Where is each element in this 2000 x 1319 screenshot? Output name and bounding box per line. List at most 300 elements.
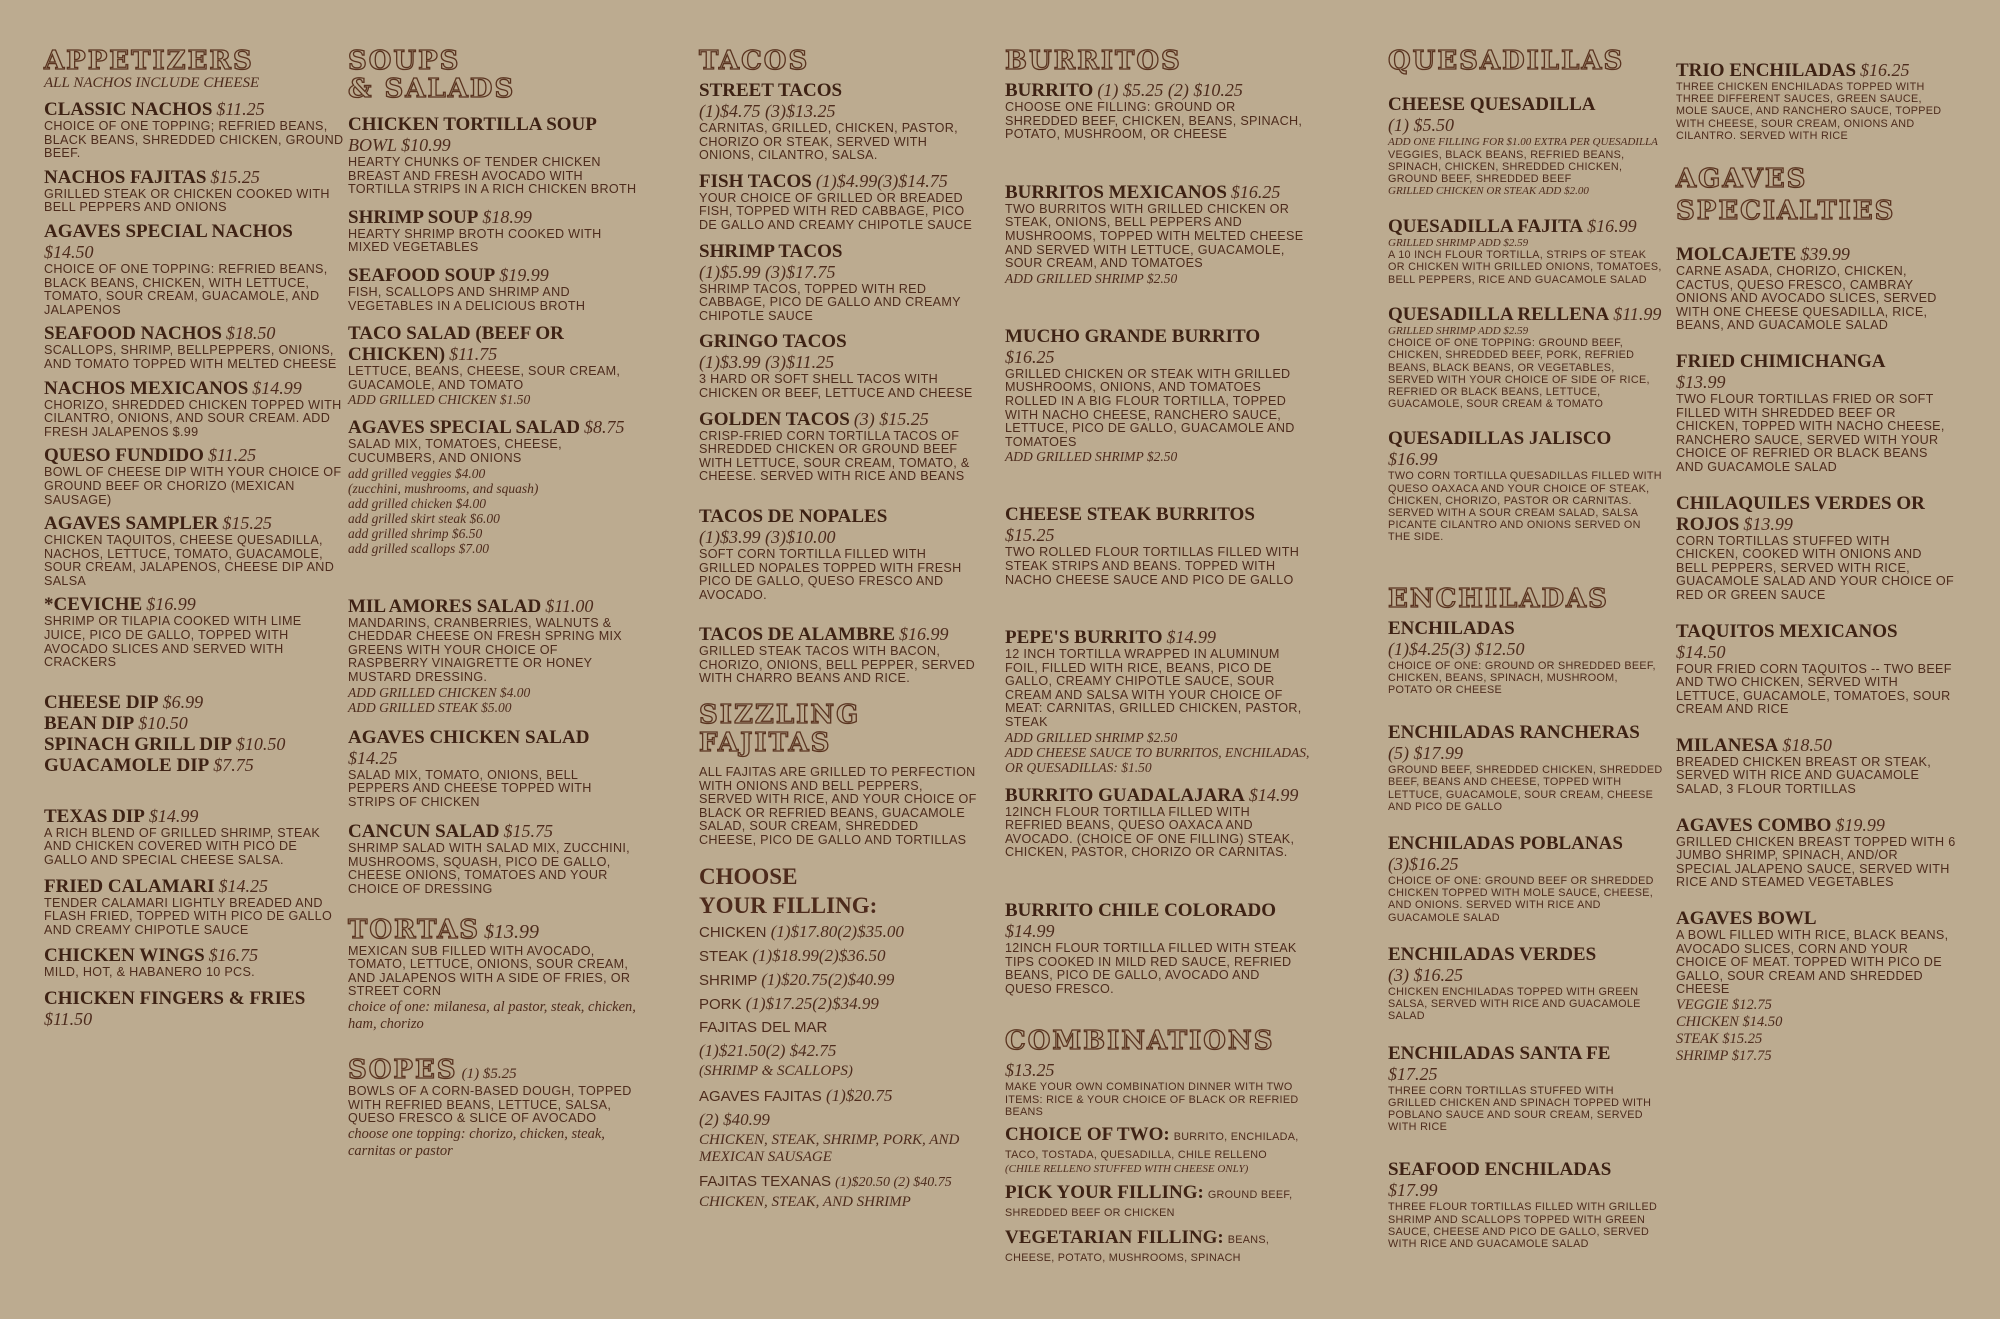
item-header bbox=[1388, 833, 1663, 854]
item-desc: CHICKEN TAQUITOS, CHEESE QUESADILLA, NACHOS, LETTUCE, TOMATO, GUACAMOLE, SOUR CREAM, JALAPENOS, CHEESE DIP AND SALSA bbox=[44, 533, 335, 588]
menu-item-agaves-special-nachos bbox=[44, 221, 344, 317]
item-price: $11.00 bbox=[545, 595, 594, 616]
item-desc: THREE FLOUR TORTILLAS FILLED WITH GRILLED SHRIMP AND SCALLOPS TOPPED WITH GREEN SAUCE, CHEESE AND PICO DE GALLO, SERVED WITH RICE AND GUACAMOLE SALAD bbox=[1388, 1201, 1658, 1250]
item-desc: TWO CORN TORTILLA QUESADILLAS FILLED WITH QUESO OAXACA AND YOUR CHOICE OF STEAK, CHICKEN, CHORIZO, PASTOR OR CARNITAS. SERVED WITH A SOUR CREAM SALAD, SALSA PICANTE CILANTRO AND ONIONS SERVED ON THE SIDE. bbox=[1388, 470, 1662, 544]
item-price-line: BOWL $10.99 bbox=[348, 135, 451, 155]
item-desc: SOFT CORN TORTILLA FILLED WITH GRILLED NOPALES TOPPED WITH FRESH PICO DE GALLO, QUESO FRESCO AND AVOCADO. bbox=[699, 546, 962, 602]
specialties-list bbox=[1676, 244, 1956, 997]
combinations-desc: MAKE YOUR OWN COMBINATION DINNER WITH TWO ITEMS: RICE & YOUR CHOICE OF BLACK OR REFRIED BEANS bbox=[1005, 1081, 1299, 1118]
agaves-fajitas-price2-row bbox=[699, 1108, 979, 1132]
item-name: TACOS DE NOPALES bbox=[699, 505, 888, 527]
salad-addon: (zucchini, mushrooms, and squash) bbox=[348, 480, 539, 496]
item-price: $15.25 bbox=[222, 513, 272, 534]
enchiladas-list bbox=[1388, 618, 1663, 1250]
item-desc: TWO FLOUR TORTILLAS FRIED OR SOFT FILLED WITH SHREDDED BEEF OR CHICKEN, TOPPED WITH NACHO CHEESE, RANCHERO SAUCE, SERVED WITH YOUR CHOICE OF REFRIED OR BLACK BEANS AND GUACAMOLE SALAD bbox=[1676, 391, 1945, 474]
agaves-fajitas-note: CHICKEN, STEAK, SHRIMP, PORK, AND MEXICAN SAUSAGE bbox=[699, 1131, 960, 1165]
pick-filling-label: PICK YOUR FILLING: bbox=[1005, 1181, 1204, 1203]
quesadillas-column bbox=[1388, 46, 1663, 1250]
agaves-fajitas-name: AGAVES FAJITAS bbox=[699, 1087, 822, 1105]
item-name: SHRIMP TACOS bbox=[699, 240, 843, 262]
item-header bbox=[44, 988, 344, 1030]
bowl-price: CHICKEN $14.50 bbox=[1676, 1014, 1783, 1031]
item-name: CLASSIC NACHOS bbox=[44, 99, 213, 120]
fajitas-section bbox=[699, 700, 979, 1211]
item-header bbox=[44, 167, 344, 188]
item-header bbox=[44, 876, 344, 897]
menu-item-agaves-combo bbox=[1676, 815, 1956, 890]
menu-item-agaves-special-salad bbox=[348, 417, 638, 465]
item-header bbox=[1005, 504, 1310, 525]
item-header bbox=[348, 727, 638, 769]
item-desc: TWO ROLLED FLOUR TORTILLAS FILLED WITH STEAK STRIPS AND BEANS. TOPPED WITH NACHO CHEESE SAUCE AND PICO DE GALLO bbox=[1005, 545, 1300, 587]
specialties-column bbox=[1676, 46, 1956, 1065]
item-price: $39.99 bbox=[1800, 244, 1850, 265]
fajita-filling-shrimp bbox=[699, 968, 979, 992]
menu-item-chicken-wings bbox=[44, 945, 344, 980]
fajita-filling-steak bbox=[699, 944, 979, 968]
item-price: $19.99 bbox=[1835, 814, 1885, 835]
item-name: GOLDEN TACOS bbox=[699, 408, 850, 430]
salads-heading: & SALADS bbox=[348, 74, 516, 104]
item-price: $16.99 bbox=[1388, 449, 1438, 470]
item-header bbox=[1388, 944, 1663, 965]
item-header bbox=[348, 821, 638, 842]
item-header bbox=[44, 513, 344, 534]
item-name: QUESADILLA FAJITA bbox=[1388, 215, 1584, 237]
pick-filling bbox=[1005, 1182, 1310, 1221]
item-desc: FOUR FRIED CORN TAQUITOS -- TWO BEEF AND TWO CHICKEN, SERVED WITH LETTUCE, GUACAMOLE, TOMATOES, SOUR CREAM AND RICE bbox=[1676, 661, 1952, 717]
dip-bean-dip bbox=[44, 713, 344, 734]
menu-item-fish-tacos bbox=[699, 171, 979, 233]
menu-item-molcajete bbox=[1676, 244, 1956, 333]
item-price: $16.99 bbox=[899, 624, 949, 645]
pick-filling-desc: GROUND BEEF, SHREDDED BEEF OR CHICKEN bbox=[1005, 1188, 1293, 1219]
menu-item-milanesa bbox=[1676, 735, 1956, 797]
item-name: TACO SALAD (BEEF OR CHICKEN) bbox=[348, 323, 564, 366]
item-addon: ADD GRILLED CHICKEN $1.50 bbox=[348, 392, 531, 408]
item-name: CHILAQUILES VERDES OR ROJOS bbox=[1676, 492, 1925, 535]
item-price-line: (3)$16.25 bbox=[1388, 854, 1459, 875]
menu-item-tacos-de-nopales bbox=[699, 506, 979, 602]
item-header bbox=[1676, 621, 1956, 642]
item-name: MIL AMORES SALAD bbox=[348, 595, 542, 617]
menu-item-queso-fundido bbox=[44, 445, 344, 507]
item-desc: CRISP-FRIED CORN TORTILLA TACOS OF SHREDDED CHICKEN OR GROUND BEEF WITH LETTUCE, SOUR CREAM, TOMATO, & CHEESE. SERVED WITH RICE AND BEANS bbox=[699, 428, 970, 484]
item-header bbox=[348, 114, 638, 135]
item-desc: CARNE ASADA, CHORIZO, CHICKEN, CACTUS, QUESO FRESCO, CAMBRAY ONIONS AND AVOCADO SLICES, SERVED WITH ONE CHEESE QUESADILLA, RICE, BEANS, AND GUACAMOLE SALAD bbox=[1676, 264, 1937, 333]
fajitas-texanas-name: FAJITAS TEXANAS bbox=[699, 1172, 831, 1190]
item-addon: GRILLED SHRIMP ADD $2.59 bbox=[1388, 236, 1529, 249]
item-desc: 3 HARD OR SOFT SHELL TACOS WITH CHICKEN OR BEEF, LETTUCE AND CHEESE bbox=[699, 372, 973, 400]
tortas-desc: MEXICAN SUB FILLED WITH AVOCADO, TOMATO, LETTUCE, ONIONS, SOUR CREAM, AND JALAPENOS WITH A SIDE OF FRIES, OR STREET CORN bbox=[348, 943, 631, 999]
quesadillas-heading: QUESADILLAS bbox=[1388, 46, 1625, 76]
fajitas-heading-2: FAJITAS bbox=[699, 728, 832, 759]
item-header bbox=[1005, 80, 1310, 101]
item-desc: CHOICE OF ONE TOPPING; REFRIED BEANS, BLACK BEANS, SHREDDED CHICKEN, GROUND BEEF. bbox=[44, 119, 344, 161]
dip-price: $7.75 bbox=[213, 754, 254, 775]
item-name: NACHOS MEXICANOS bbox=[44, 377, 249, 399]
item-price: $16.75 bbox=[208, 945, 259, 966]
item-price-line: (5) $17.99 bbox=[1388, 743, 1463, 764]
item-price-line: (1)$4.25(3) $12.50 bbox=[1388, 638, 1525, 659]
combinations-section bbox=[1005, 1026, 1310, 1265]
sopes-note: choose one topping: chorizo, chicken, steak, carnitas or pastor bbox=[348, 1125, 605, 1159]
item-price-line: (1) $5.50 bbox=[1388, 115, 1454, 135]
item-name: MOLCAJETE bbox=[1676, 244, 1797, 266]
item-header bbox=[44, 378, 344, 399]
item-desc: HEARTY SHRIMP BROTH COOKED WITH MIXED VEGETABLES bbox=[348, 226, 602, 255]
item-name: FRIED CHIMICHANGA bbox=[1676, 350, 1886, 372]
item-header bbox=[1676, 493, 1956, 535]
item-desc: GRILLED STEAK TACOS WITH BACON, CHORIZO, ONIONS, BELL PEPPER, SERVED WITH CHARRO BEANS AND RICE. bbox=[699, 644, 976, 686]
tacos-heading: TACOS bbox=[699, 46, 810, 76]
sopes-heading: SOPES bbox=[348, 1055, 458, 1086]
item-name: FRIED CALAMARI bbox=[44, 875, 215, 897]
item-price: $11.99 bbox=[1613, 303, 1662, 324]
item-name: BURRITO CHILE COLORADO bbox=[1005, 900, 1276, 922]
filling-name: SHRIMP bbox=[699, 971, 758, 989]
item-price: $19.99 bbox=[499, 264, 549, 285]
item-header bbox=[1676, 244, 1956, 265]
item-desc: SHRIMP TACOS, TOPPED WITH RED CABBAGE, PICO DE GALLO AND CREAMY CHIPOTLE SAUCE bbox=[699, 281, 961, 323]
item-header bbox=[348, 323, 638, 365]
item-header bbox=[1676, 351, 1956, 372]
specialties-heading-2: SPECIALTIES bbox=[1676, 196, 1896, 227]
item-price: $14.99 bbox=[252, 377, 302, 398]
item-price: $17.25 bbox=[1388, 1063, 1438, 1084]
item-header bbox=[699, 409, 979, 430]
trio-enchiladas bbox=[1676, 60, 1956, 142]
dips-list bbox=[44, 692, 344, 776]
item-name: MILANESA bbox=[1676, 734, 1779, 756]
menu-item-classic-nachos bbox=[44, 99, 344, 161]
item-desc: CORN TORTILLAS STUFFED WITH CHICKEN, COOKED WITH ONIONS AND BELL PEPPERS, SERVED WITH RICE, GUACAMOLE SALAD AND YOUR CHOICE OF RED OR GREEN SAUCE bbox=[1676, 533, 1954, 602]
item-price: $14.25 bbox=[348, 747, 398, 768]
item-header bbox=[1388, 216, 1663, 237]
fajita-filling-pork bbox=[699, 992, 979, 1016]
item-desc: A RICH BLEND OF GRILLED SHRIMP, STEAK AND CHICKEN COVERED WITH PICO DE GALLO AND SPECIAL CHEESE SALSA. bbox=[44, 825, 321, 868]
item-header bbox=[1005, 785, 1310, 806]
item-price-line: (1)$5.99 (3)$17.75 bbox=[699, 261, 836, 282]
item-name: STREET TACOS bbox=[699, 80, 843, 101]
menu-item-burrito bbox=[1005, 80, 1310, 142]
item-header bbox=[1676, 908, 1956, 929]
appetizers-list bbox=[44, 99, 344, 670]
fajitas-texanas bbox=[699, 1170, 979, 1194]
bowl-price: VEGGIE $12.75 bbox=[1676, 997, 1772, 1014]
item-price: $15.75 bbox=[503, 821, 553, 842]
item-addon: ADD ONE FILLING FOR $1.00 EXTRA PER QUESADILLA bbox=[1388, 136, 1658, 148]
menu-item-tacos-de-alambre bbox=[699, 624, 979, 686]
dip-spinach-grill-dip bbox=[44, 734, 344, 755]
item-price: (3) $15.25 bbox=[853, 408, 929, 429]
appetizers-column bbox=[44, 46, 344, 1030]
item-header bbox=[348, 417, 638, 438]
specialties-heading-1: AGAVES bbox=[1676, 164, 1808, 195]
item-header bbox=[699, 506, 979, 527]
item-price: $11.25 bbox=[216, 99, 265, 119]
filling-name: CHICKEN bbox=[699, 923, 767, 941]
item-addon: ADD GRILLED SHRIMP $2.50 bbox=[1005, 729, 1178, 745]
item-header bbox=[699, 331, 979, 352]
tortas-note: choice of one: milanesa, al pastor, steak, chicken, ham, chorizo bbox=[348, 999, 636, 1033]
menu-item-cheese-quesadilla bbox=[1388, 94, 1663, 198]
item-header bbox=[1676, 815, 1956, 836]
item-price: $14.25 bbox=[218, 875, 268, 896]
item-desc: 12INCH FLOUR TORTILLA FILLED WITH REFRIED BEANS, QUESO OAXACA AND AVOCADO. (CHOICE OF ONE FILLING) STEAK, CHICKEN, PASTOR, CHORIZO OR CARNITAS. bbox=[1005, 804, 1295, 860]
item-addon: ADD GRILLED SHRIMP $2.50 bbox=[1005, 449, 1178, 465]
menu-item-agaves-chicken-salad bbox=[348, 727, 638, 810]
item-name: GRINGO TACOS bbox=[699, 331, 847, 353]
appetizers-heading: APPETIZERS bbox=[44, 46, 254, 76]
appetizers-list-2 bbox=[44, 806, 344, 1030]
item-header bbox=[44, 445, 344, 466]
filling-name: PORK bbox=[699, 995, 742, 1013]
menu-item-agaves-bowl bbox=[1676, 908, 1956, 997]
tortas-heading: TORTAS bbox=[348, 914, 481, 945]
choose-heading-2: YOUR FILLING: bbox=[699, 892, 878, 918]
item-desc: CHICKEN ENCHILADAS TOPPED WITH GREEN SALSA, SERVED WITH RICE AND GUACAMOLE SALAD bbox=[1388, 985, 1641, 1023]
item-desc: SHRIMP OR TILAPIA COOKED WITH LIME JUICE, PICO DE GALLO, TOPPED WITH AVOCADO SLICES AND SERVED WITH CRACKERS bbox=[44, 614, 302, 670]
item-header bbox=[44, 221, 344, 263]
item-price: $18.50 bbox=[1782, 734, 1832, 755]
item-header bbox=[699, 80, 979, 101]
menu-item-street-tacos bbox=[699, 80, 979, 163]
item-price: (1) $5.25 (2) $10.25 bbox=[1097, 80, 1243, 100]
menu-item-enchiladas bbox=[1388, 618, 1663, 697]
item-price: $11.75 bbox=[449, 344, 498, 365]
fajitas-heading-1: SIZZLING bbox=[699, 700, 861, 731]
tacos-list bbox=[699, 80, 979, 686]
filling-price: (1)$18.99(2)$36.50 bbox=[752, 945, 886, 965]
item-name: CHICKEN TORTILLA SOUP bbox=[348, 114, 597, 135]
item-desc: FISH, SCALLOPS AND SHRIMP AND VEGETABLES IN A DELICIOUS BROTH bbox=[348, 284, 586, 313]
item-header bbox=[1388, 618, 1663, 639]
item-desc: MILD, HOT, & HABANERO 10 PCS. bbox=[44, 965, 255, 980]
fajitas-texanas-price: (1)$20.50 (2) $40.75 bbox=[835, 1174, 952, 1190]
item-name: AGAVES CHICKEN SALAD bbox=[348, 726, 590, 748]
item-header bbox=[1388, 304, 1663, 325]
item-header bbox=[44, 806, 344, 827]
tacos-column bbox=[699, 46, 979, 1211]
item-header bbox=[44, 99, 344, 120]
item-addon-2: ADD GRILLED STEAK $5.00 bbox=[348, 699, 512, 715]
choice-of-two-label: CHOICE OF TWO: bbox=[1005, 1124, 1170, 1146]
burritos-list bbox=[1005, 80, 1310, 996]
menu-item-burritos-mexicanos bbox=[1005, 182, 1310, 286]
dip-guacamole-dip bbox=[44, 755, 344, 776]
item-name: QUESADILLAS JALISCO bbox=[1388, 428, 1612, 450]
salads-list-2 bbox=[348, 596, 638, 897]
menu-item-chicken-fingers-fries bbox=[44, 988, 344, 1030]
dip-cheese-dip bbox=[44, 692, 344, 713]
item-price-line: $15.25 bbox=[1005, 525, 1055, 546]
item-name: CHICKEN WINGS bbox=[44, 945, 205, 967]
item-desc: VEGGIES, BLACK BEANS, REFRIED BEANS, SPINACH, CHICKEN, SHREDDED CHICKEN, GROUND BEEF, SHREDDED BEEF bbox=[1388, 148, 1625, 185]
item-desc: BOWL OF CHEESE DIP WITH YOUR CHOICE OF GROUND BEEF OR CHORIZO (MEXICAN SAUSAGE) bbox=[44, 465, 342, 507]
item-desc: TENDER CALAMARI LIGHTLY BREADED AND FLASH FRIED, TOPPED WITH PICO DE GALLO AND CREAMY CHIPOTLE SAUCE bbox=[44, 895, 333, 937]
item-price: $13.99 bbox=[1743, 513, 1793, 534]
item-addon-2: GRILLED CHICKEN OR STEAK ADD $2.00 bbox=[1388, 185, 1589, 198]
agaves-fajitas-price-2: (2) $40.99 bbox=[699, 1109, 770, 1129]
item-name: ENCHILADAS POBLANAS bbox=[1388, 833, 1623, 855]
vegetarian-filling-label: VEGETARIAN FILLING: bbox=[1005, 1226, 1224, 1248]
item-header bbox=[44, 594, 344, 615]
item-name: TACOS DE ALAMBRE bbox=[699, 624, 896, 646]
item-price: $14.99 bbox=[148, 805, 199, 826]
fajitas-del-mar-name: FAJITAS DEL MAR bbox=[699, 1018, 828, 1036]
item-name: BURRITO bbox=[1005, 80, 1094, 101]
choice-of-two-desc: BURRITO, ENCHILADA, TACO, TOSTADA, QUESADILLA, CHILE RELLENO bbox=[1005, 1131, 1299, 1162]
item-name: CHEESE QUESADILLA bbox=[1388, 94, 1596, 115]
item-price: $14.50 bbox=[44, 241, 94, 262]
item-header bbox=[44, 945, 344, 966]
dip-name: SPINACH GRILL DIP bbox=[44, 733, 232, 755]
item-name: BURRITO GUADALAJARA bbox=[1005, 784, 1245, 806]
choice-of-two-note: (CHILE RELLENO STUFFED WITH CHEESE ONLY) bbox=[1005, 1163, 1249, 1176]
salad-addon: add grilled skirt steak $6.00 bbox=[348, 510, 500, 526]
combinations-price: $13.25 bbox=[1005, 1060, 1055, 1081]
item-name: TEXAS DIP bbox=[44, 805, 145, 827]
item-name: AGAVES SPECIAL SALAD bbox=[348, 417, 580, 439]
item-desc: GRILLED CHICKEN OR STEAK WITH GRILLED MUSHROOMS, ONIONS, AND TOMATOES ROLLED IN A BIG FLOUR TORTILLA, TOPPED WITH NACHO CHEESE, RANCHERO SAUCE, LETTUCE, PICO DE GALLO, GUACAMOLE AND TOMATOES bbox=[1005, 366, 1295, 449]
item-price-line: $16.25 bbox=[1005, 346, 1055, 367]
filling-price: (1)$17.25(2)$34.99 bbox=[745, 993, 879, 1013]
agaves-fajitas bbox=[699, 1084, 979, 1108]
item-name: ENCHILADAS bbox=[1388, 617, 1515, 639]
dip-name: CHEESE DIP bbox=[44, 691, 159, 713]
trio-desc: THREE CHICKEN ENCHILADAS TOPPED WITH THREE DIFFERENT SAUCES, GREEN SAUCE, MOLE SAUCE, AND RANCHERO SAUCE, TOPPED WITH CHEESE, SOUR CREAM, ONIONS AND CILANTRO. SERVED WITH RICE bbox=[1676, 81, 1942, 142]
filling-name: STEAK bbox=[699, 947, 749, 965]
menu-item-fried-calamari bbox=[44, 876, 344, 938]
item-header bbox=[1005, 900, 1310, 921]
item-name: TAQUITOS MEXICANOS bbox=[1676, 620, 1898, 642]
vegetarian-filling bbox=[1005, 1227, 1310, 1266]
item-desc: CHORIZO, SHREDDED CHICKEN TOPPED WITH CILANTRO, ONIONS, AND SOUR CREAM. ADD FRESH JALAPENOS $.99 bbox=[44, 397, 342, 439]
item-desc: GRILLED STEAK OR CHICKEN COOKED WITH BELL PEPPERS AND ONIONS bbox=[44, 186, 330, 215]
item-desc: CARNITAS, GRILLED, CHICKEN, PASTOR, CHORIZO OR STEAK, SERVED WITH ONIONS, CILANTRO, SALSA. bbox=[699, 121, 958, 163]
salad-addon: add grilled shrimp $6.50 bbox=[348, 525, 483, 541]
filling-price: (1)$17.80(2)$35.00 bbox=[770, 921, 904, 941]
menu-item-burrito-guadalajara bbox=[1005, 785, 1310, 860]
fajita-filling-chicken bbox=[699, 920, 979, 944]
item-desc: SALAD MIX, TOMATOES, CHEESE, CUCUMBERS, AND ONIONS bbox=[348, 437, 562, 465]
item-desc: CHOOSE ONE FILLING: GROUND OR SHREDDED BEEF, CHICKEN, BEANS, SPINACH, POTATO, MUSHROOM, OR CHEESE bbox=[1005, 100, 1303, 142]
menu-item-chicken-tortilla-soup bbox=[348, 114, 638, 197]
item-header bbox=[1005, 627, 1310, 648]
item-price-line: $13.99 bbox=[1676, 371, 1726, 392]
item-name: AGAVES SPECIAL NACHOS bbox=[44, 220, 293, 242]
menu-item-ceviche bbox=[44, 594, 344, 669]
fajita-fillings bbox=[699, 920, 979, 1016]
item-desc: SCALLOPS, SHRIMP, BELLPEPPERS, ONIONS, AND TOMATO TOPPED WITH MELTED CHEESE bbox=[44, 343, 337, 371]
sopes-price: (1) $5.25 bbox=[461, 1066, 517, 1083]
item-name: ENCHILADAS SANTA FE bbox=[1388, 1042, 1611, 1064]
choose-heading: CHOOSE bbox=[699, 863, 798, 889]
filling-price: (1)$20.75(2)$40.99 bbox=[761, 969, 895, 989]
item-price: $16.25 bbox=[1230, 181, 1281, 202]
item-desc: THREE CORN TORTILLAS STUFFED WITH GRILLED CHICKEN AND SPINACH TOPPED WITH POBLANO SAUCE AND SOUR CREAM, SERVED WITH RICE bbox=[1388, 1084, 1652, 1134]
salad-addons bbox=[348, 466, 638, 556]
menu-item-taco-salad-beef-or-chicken bbox=[348, 323, 638, 407]
item-desc: HEARTY CHUNKS OF TENDER CHICKEN BREAST AND FRESH AVOCADO WITH TORTILLA STRIPS IN A RICH CHICKEN BROTH bbox=[348, 155, 637, 197]
menu-item-nachos-fajitas bbox=[44, 167, 344, 215]
item-desc: CHOICE OF ONE TOPPING: GROUND BEEF, CHICKEN, SHREDDED BEEF, PORK, REFRIED BEANS, BLACK BEANS, OR VEGETABLES, SERVED WITH YOUR CHOICE OF SIDE OF RICE, REFRIED OR BLACK BEANS, LETTUCE, GUACAMOLE, SOUR CREAM & TOMATO bbox=[1388, 337, 1650, 411]
menu-item-shrimp-tacos bbox=[699, 241, 979, 324]
menu-item-quesadilla-rellena bbox=[1388, 304, 1663, 411]
item-price: $17.99 bbox=[1388, 1180, 1438, 1201]
tortas-section bbox=[348, 915, 638, 1033]
menu-item-seafood-nachos bbox=[44, 323, 344, 371]
menu-item-fried-chimichanga bbox=[1676, 351, 1956, 475]
item-price: $11.25 bbox=[207, 445, 257, 466]
item-addon: GRILLED SHRIMP ADD $2.59 bbox=[1388, 324, 1529, 337]
fajitas-del-mar-note: (SHRIMP & SCALLOPS) bbox=[699, 1062, 853, 1079]
item-desc: CHOICE OF ONE: GROUND BEEF OR SHREDDED CHICKEN TOPPED WITH MOLE SAUCE, CHEESE, AND ONIONS. SERVED WITH RICE AND GUACAMOLE SALAD bbox=[1388, 875, 1654, 924]
dip-name: GUACAMOLE DIP bbox=[44, 754, 210, 776]
item-price: $18.50 bbox=[225, 323, 276, 344]
item-price: $16.99 bbox=[1587, 215, 1637, 236]
item-header bbox=[1388, 722, 1663, 743]
salad-addon: add grilled chicken $4.00 bbox=[348, 495, 486, 511]
menu-item-pepe-s-burrito bbox=[1005, 627, 1310, 775]
menu-item-mil-amores-salad bbox=[348, 596, 638, 715]
item-price-line: (1)$3.99 (3)$11.25 bbox=[699, 352, 835, 373]
item-name: CANCUN SALAD bbox=[348, 821, 500, 843]
item-header bbox=[1005, 182, 1310, 203]
item-name: BURRITOS MEXICANOS bbox=[1005, 181, 1227, 203]
item-desc: TWO BURRITOS WITH GRILLED CHICKEN OR STEAK, ONIONS, BELL PEPPERS AND MUSHROOMS, TOPPED WITH MELTED CHEESE AND SERVED WITH LETTUCE, GUACAMOLE, SOUR CREAM, AND TOMATOES bbox=[1005, 201, 1304, 271]
item-price: $14.99 bbox=[1166, 627, 1216, 648]
item-header bbox=[348, 207, 638, 228]
item-name: SEAFOOD ENCHILADAS bbox=[1388, 1159, 1612, 1181]
item-addon: ADD GRILLED SHRIMP $2.50 bbox=[1005, 270, 1178, 286]
item-desc: A BOWL FILLED WITH RICE, BLACK BEANS, AVOCADO SLICES, CORN AND YOUR CHOICE OF MEAT. TOPPED WITH PICO DE GALLO, SOUR CREAM AND SHREDDED CHEESE bbox=[1676, 928, 1949, 997]
menu-item-seafood-enchiladas bbox=[1388, 1159, 1663, 1250]
dip-name: BEAN DIP bbox=[44, 712, 135, 734]
item-name: ENCHILADAS VERDES bbox=[1388, 943, 1597, 965]
item-header bbox=[1388, 1043, 1663, 1085]
dip-price: $10.50 bbox=[235, 733, 286, 754]
item-desc: 12INCH FLOUR TORTILLA FILLED WITH STEAK TIPS COOKED IN MILD RED SAUCE, REFRIED BEANS, PICO DE GALLO, AVOCADO AND QUESO FRESCO. bbox=[1005, 941, 1297, 996]
trio-name: TRIO ENCHILADAS bbox=[1676, 60, 1857, 81]
fajitas-texanas-note: CHICKEN, STEAK, AND SHRIMP bbox=[699, 1193, 911, 1210]
item-header bbox=[699, 171, 979, 192]
item-name: ENCHILADAS RANCHERAS bbox=[1388, 722, 1640, 744]
item-header bbox=[1388, 94, 1663, 115]
item-price: $18.99 bbox=[482, 206, 532, 227]
menu-item-gringo-tacos bbox=[699, 331, 979, 400]
menu-item-cancun-salad bbox=[348, 821, 638, 896]
tortas-price: $13.99 bbox=[484, 920, 540, 943]
item-name: CHEESE STEAK BURRITOS bbox=[1005, 504, 1255, 526]
appetizers-subtitle: ALL NACHOS INCLUDE CHEESE bbox=[44, 75, 260, 91]
soups-column bbox=[348, 46, 638, 1160]
sopes-section bbox=[348, 1055, 638, 1160]
menu-item-mucho-grande-burrito bbox=[1005, 326, 1310, 465]
burritos-column bbox=[1005, 46, 1310, 1266]
item-desc: CHOICE OF ONE TOPPING: REFRIED BEANS, BLACK BEANS, CHICKEN, WITH LETTUCE, TOMATO, SOUR CREAM, GUACAMOLE, AND JALAPENOS bbox=[44, 261, 328, 317]
item-name: MUCHO GRANDE BURRITO bbox=[1005, 325, 1261, 347]
fajitas-del-mar-price: (1)$21.50(2) $42.75 bbox=[699, 1040, 837, 1060]
item-price-line: (1)$3.99 (3)$10.00 bbox=[699, 526, 836, 547]
sopes-desc: BOWLS OF A CORN-BASED DOUGH, TOPPED WITH REFRIED BEANS, LETTUCE, SALSA, QUESO FRESCO & SLICE OF AVOCADO bbox=[348, 1084, 632, 1126]
menu-item-cheese-steak-burritos bbox=[1005, 504, 1310, 587]
item-name: AGAVES BOWL bbox=[1676, 908, 1817, 930]
item-name: AGAVES SAMPLER bbox=[44, 513, 219, 535]
item-addon-2: ADD CHEESE SAUCE TO BURRITOS, ENCHILADAS, OR QUESADILLAS: $1.50 bbox=[1005, 744, 1310, 775]
item-price-line: $14.99 bbox=[1005, 921, 1055, 942]
